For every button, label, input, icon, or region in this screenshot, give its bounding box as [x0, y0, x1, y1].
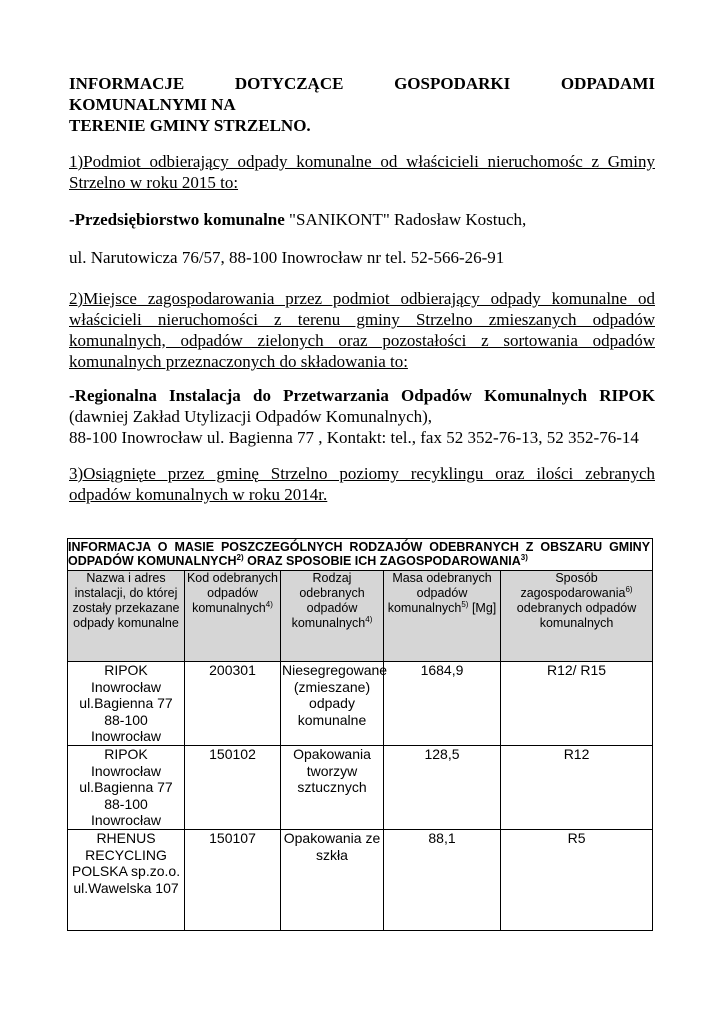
table-caption — [68, 539, 653, 571]
column-header-type: Rodzaj odebranych odpadów komunalnych$^{4)}$ — [281, 571, 384, 662]
cell-installation: RHENUS RECYCLING POLSKA sp.zo.o. ul.Wawelska 107 — [68, 830, 185, 931]
document-title — [69, 73, 655, 136]
facility-name: -Regionalna Instalacja do Przetwarzania Odpadów Komunalnych RIPOK — [69, 386, 655, 405]
title-word: ODPADAMI — [560, 74, 655, 93]
section-2-heading: 2)Miejsce zagospodarowania przez podmiot odbierający odpady komunalne od właścicieli nieruchomości z terenu gminy Strzelno zmieszanych odpadów komunalnych, odpadów zielonych oraz pozostałości z sortowania odpadów komunalnych przeznaczonych do składowania to: — [69, 289, 655, 371]
facility-block — [69, 385, 655, 448]
title-word: DOTYCZĄCE — [234, 74, 344, 93]
caption-footnote: 2) — [236, 552, 244, 562]
title-line-3: TERENIE GMINY STRZELNO. — [69, 116, 311, 135]
waste-table — [67, 538, 653, 931]
cell-code: 150102 — [185, 746, 281, 830]
collector-company — [69, 209, 655, 230]
cell-mass: 1684,9 — [384, 662, 501, 746]
facility-contact: 88-100 Inowrocław ul. Bagienna 77 , Kontakt: tel., fax 52 352-76-13, 52 352-76-14 — [69, 428, 639, 447]
cell-type: Opakowania ze szkła — [281, 830, 384, 931]
cell-method: R12 — [501, 746, 653, 830]
caption-footnote: 3) — [520, 552, 528, 562]
column-header-code: Kod odebranych odpadów komunalnych$^{4)}$ — [185, 571, 281, 662]
title-word: INFORMACJE — [69, 74, 185, 93]
cell-code: 200301 — [185, 662, 281, 746]
table-row — [68, 746, 653, 830]
collector-company-name: -Przedsiębiorstwo komunalne — [69, 210, 285, 229]
cell-installation: RIPOK Inowrocław ul.Bagienna 77 88-100 Inowrocław — [68, 746, 185, 830]
table-row — [68, 830, 653, 931]
collector-address: ul. Narutowicza 76/57, 88-100 Inowrocław nr tel. 52-566-26-91 — [69, 248, 505, 267]
column-header-installation: Nazwa i adres instalacji, do której zostały przekazane odpady komunalne — [68, 571, 185, 662]
table-caption-text: INFORMACJA O MASIE POSZCZEGÓLNYCH RODZAJÓW ODEBRANYCH Z OBSZARU GMINY ODPADÓW KOMUNALNYCH — [68, 540, 651, 568]
table-caption-text-2: ORAZ SPOSOBIE ICH ZAGOSPODAROWANIA — [243, 554, 521, 568]
cell-installation: RIPOK Inowrocław ul.Bagienna 77 88-100 Inowrocław — [68, 662, 185, 746]
title-word: GOSPODARKI — [394, 74, 511, 93]
cell-method: R5 — [501, 830, 653, 931]
cell-mass: 88,1 — [384, 830, 501, 931]
table-header-row — [68, 571, 653, 662]
column-header-method: Sposób zagospodarowania$^{6)}$ odebranych odpadów komunalnych — [501, 571, 653, 662]
facility-former-name: (dawniej Zakład Utylizacji Odpadów Komunalnych), — [69, 407, 433, 426]
cell-type: Niesegregowane (zmieszane) odpady komunalne — [281, 662, 384, 746]
section-1-heading: 1)Podmiot odbierający odpady komunalne od właścicieli nieruchomośc z Gminy Strzelno w roku 2015 to: — [69, 152, 655, 192]
title-line-1 — [69, 73, 655, 94]
cell-method: R12/ R15 — [501, 662, 653, 746]
cell-mass: 128,5 — [384, 746, 501, 830]
cell-code: 150107 — [185, 830, 281, 931]
cell-type: Opakowania tworzyw sztucznych — [281, 746, 384, 830]
column-header-mass: Masa odebranych odpadów komunalnych$^{5)}$ [Mg] — [384, 571, 501, 662]
title-line-2: KOMUNALNYMI NA — [69, 95, 236, 114]
section-3-heading: 3)Osiągnięte przez gminę Strzelno poziomy recyklingu oraz ilości zebranych odpadów komunalnych w roku 2014r. — [69, 464, 655, 504]
table-row — [68, 662, 653, 746]
collector-company-owner: "SANIKONT" Radosław Kostuch, — [284, 210, 527, 229]
